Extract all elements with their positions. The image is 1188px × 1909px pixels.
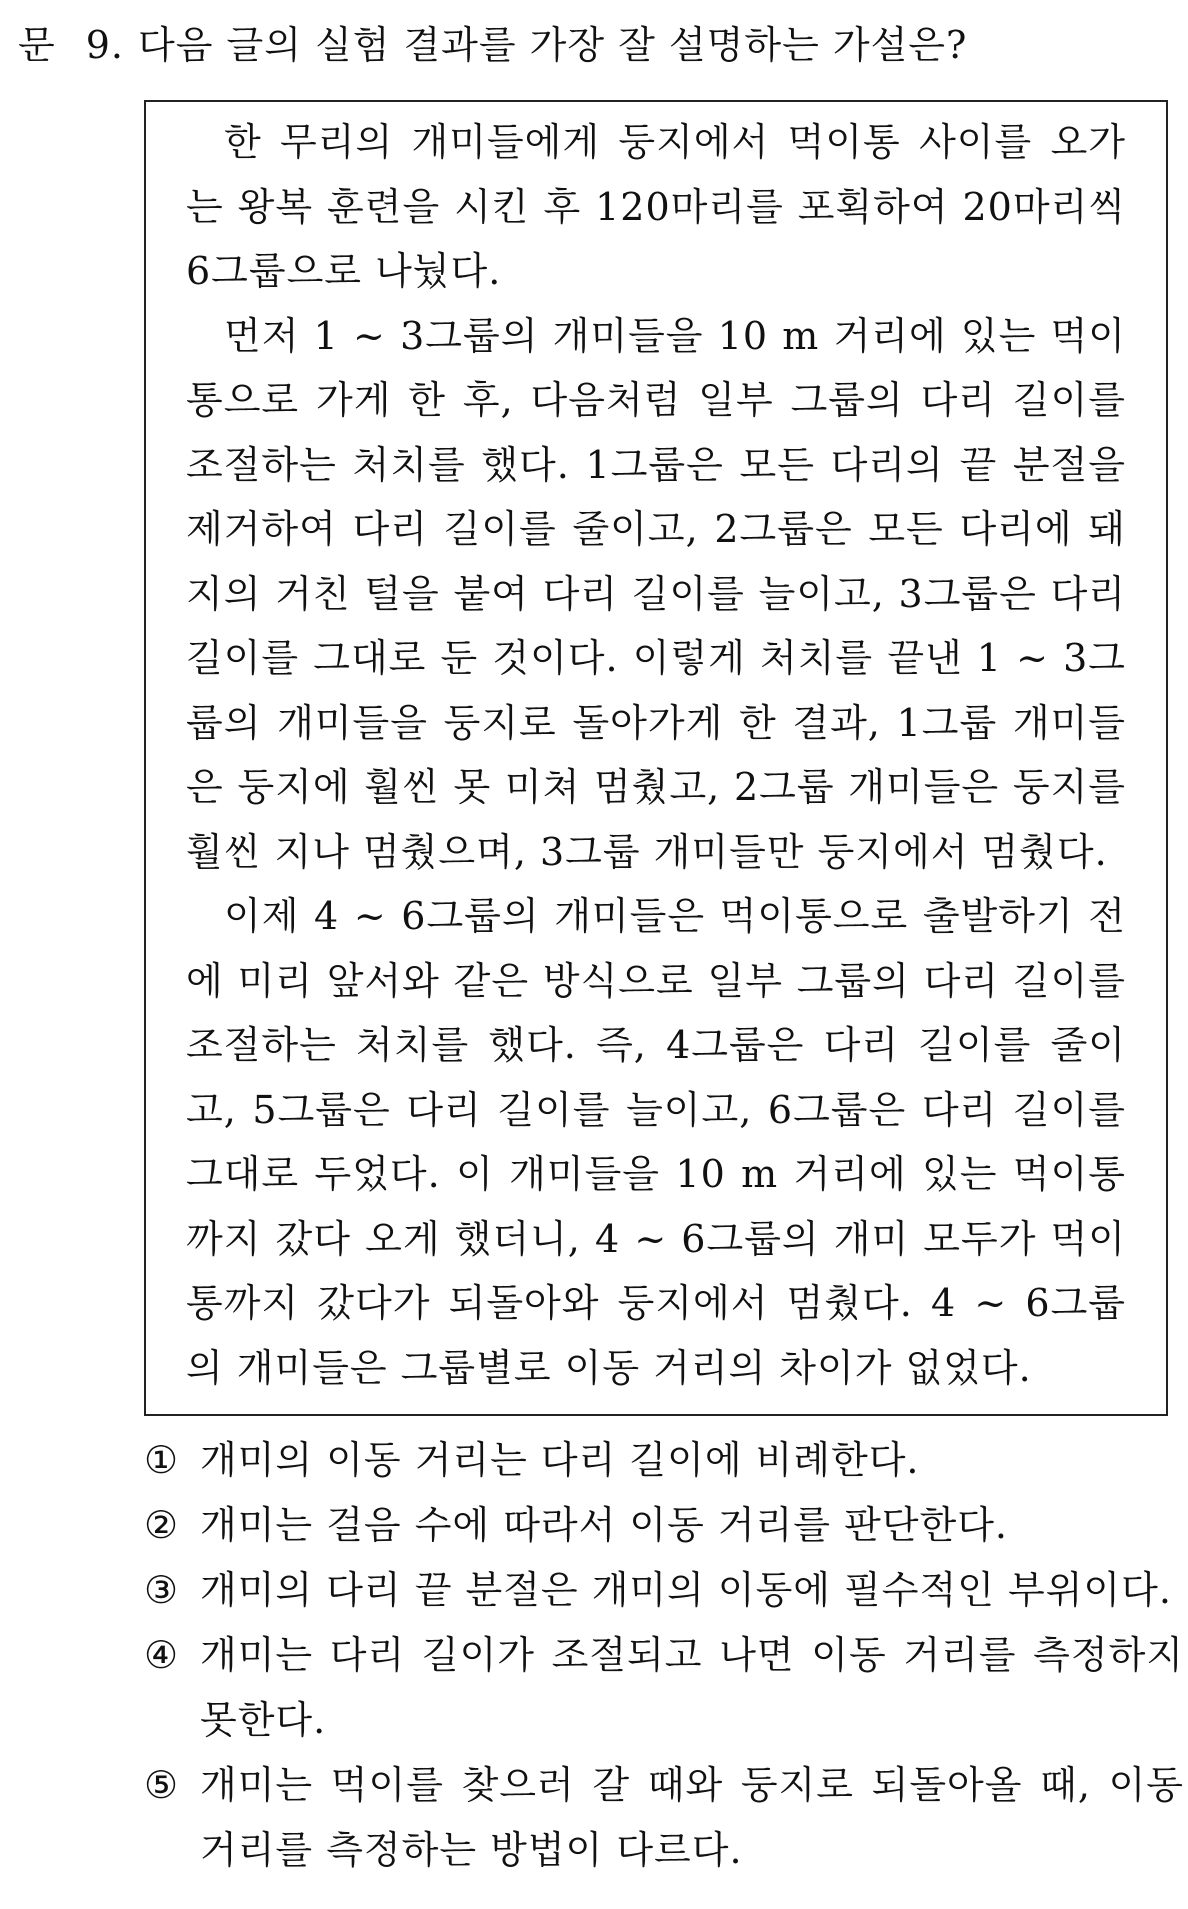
choice-1-mark: ① [144, 1438, 180, 1482]
question-prefix: 문 [18, 23, 56, 67]
choice-3[interactable] [144, 1558, 1184, 1623]
choice-5[interactable] [144, 1753, 1184, 1883]
choice-1-text: 개미의 이동 거리는 다리 길이에 비례한다. [200, 1438, 920, 1482]
choice-2-mark: ② [144, 1503, 180, 1547]
choice-2-text: 개미는 걸음 수에 따라서 이동 거리를 판단한다. [200, 1503, 1009, 1547]
passage-paragraph-2: 먼저 1 ~ 3그룹의 개미들을 10 m 거리에 있는 먹이통으로 가게 한 후, 다음처럼 일부 그룹의 다리 길이를 조절하는 처치를 했다. 1그룹은 모든 다리의 끝 분절을 제거하여 다리 길이를 줄이고, 2그룹은 모든 다리에 돼지의 거친 털을 붙여 다리 길이를 늘이고, 3그룹은 다리 길이를 그대로 둔 것이다. 이렇게 처치를 끝낸 1 ~ 3그룹의 개미들을 둥지로 돌아가게 한 결과, 1그룹 개미들은 둥지에 훨씬 못 미쳐 멈췄고, 2그룹 개미들은 둥지를 훨씬 지나 멈췄으며, 3그룹 개미들만 둥지에서 멈췄다. [186, 313, 1126, 874]
passage-paragraph-1: 한 무리의 개미들에게 둥지에서 먹이통 사이를 오가는 왕복 훈련을 시킨 후 120마리를 포획하여 20마리씩 6그룹으로 나눴다. [186, 120, 1126, 293]
choice-4-text: 개미는 다리 길이가 조절되고 나면 이동 거리를 측정하지 못한다. [200, 1633, 1184, 1742]
choice-4-mark: ④ [144, 1633, 180, 1677]
choice-3-text: 개미의 다리 끝 분절은 개미의 이동에 필수적인 부위이다. [200, 1568, 1172, 1612]
question-number: 9. [85, 23, 124, 67]
answer-choices [144, 1428, 1184, 1883]
passage-box [144, 100, 1168, 1416]
choice-5-text: 개미는 먹이를 찾으러 갈 때와 둥지로 되돌아올 때, 이동 거리를 측정하는 방법이 다르다. [200, 1763, 1184, 1872]
choice-5-mark: ⑤ [144, 1763, 180, 1807]
choice-1[interactable] [144, 1428, 1184, 1493]
choice-3-mark: ③ [144, 1568, 180, 1612]
question-header [18, 22, 967, 68]
passage-paragraph-3: 이제 4 ~ 6그룹의 개미들은 먹이통으로 출발하기 전에 미리 앞서와 같은 방식으로 일부 그룹의 다리 길이를 조절하는 처치를 했다. 즉, 4그룹은 다리 길이를 줄이고, 5그룹은 다리 길이를 늘이고, 6그룹은 다리 길이를 그대로 두었다. 이 개미들을 10 m 거리에 있는 먹이통까지 갔다 오게 했더니, 4 ~ 6그룹의 개미 모두가 먹이통까지 갔다가 되돌아와 둥지에서 멈췄다. 4 ~ 6그룹의 개미들은 그룹별로 이동 거리의 차이가 없었다. [186, 894, 1126, 1390]
choice-4[interactable] [144, 1623, 1184, 1753]
choice-2[interactable] [144, 1493, 1184, 1558]
question-text: 다음 글의 실험 결과를 가장 잘 설명하는 가설은? [137, 23, 968, 67]
